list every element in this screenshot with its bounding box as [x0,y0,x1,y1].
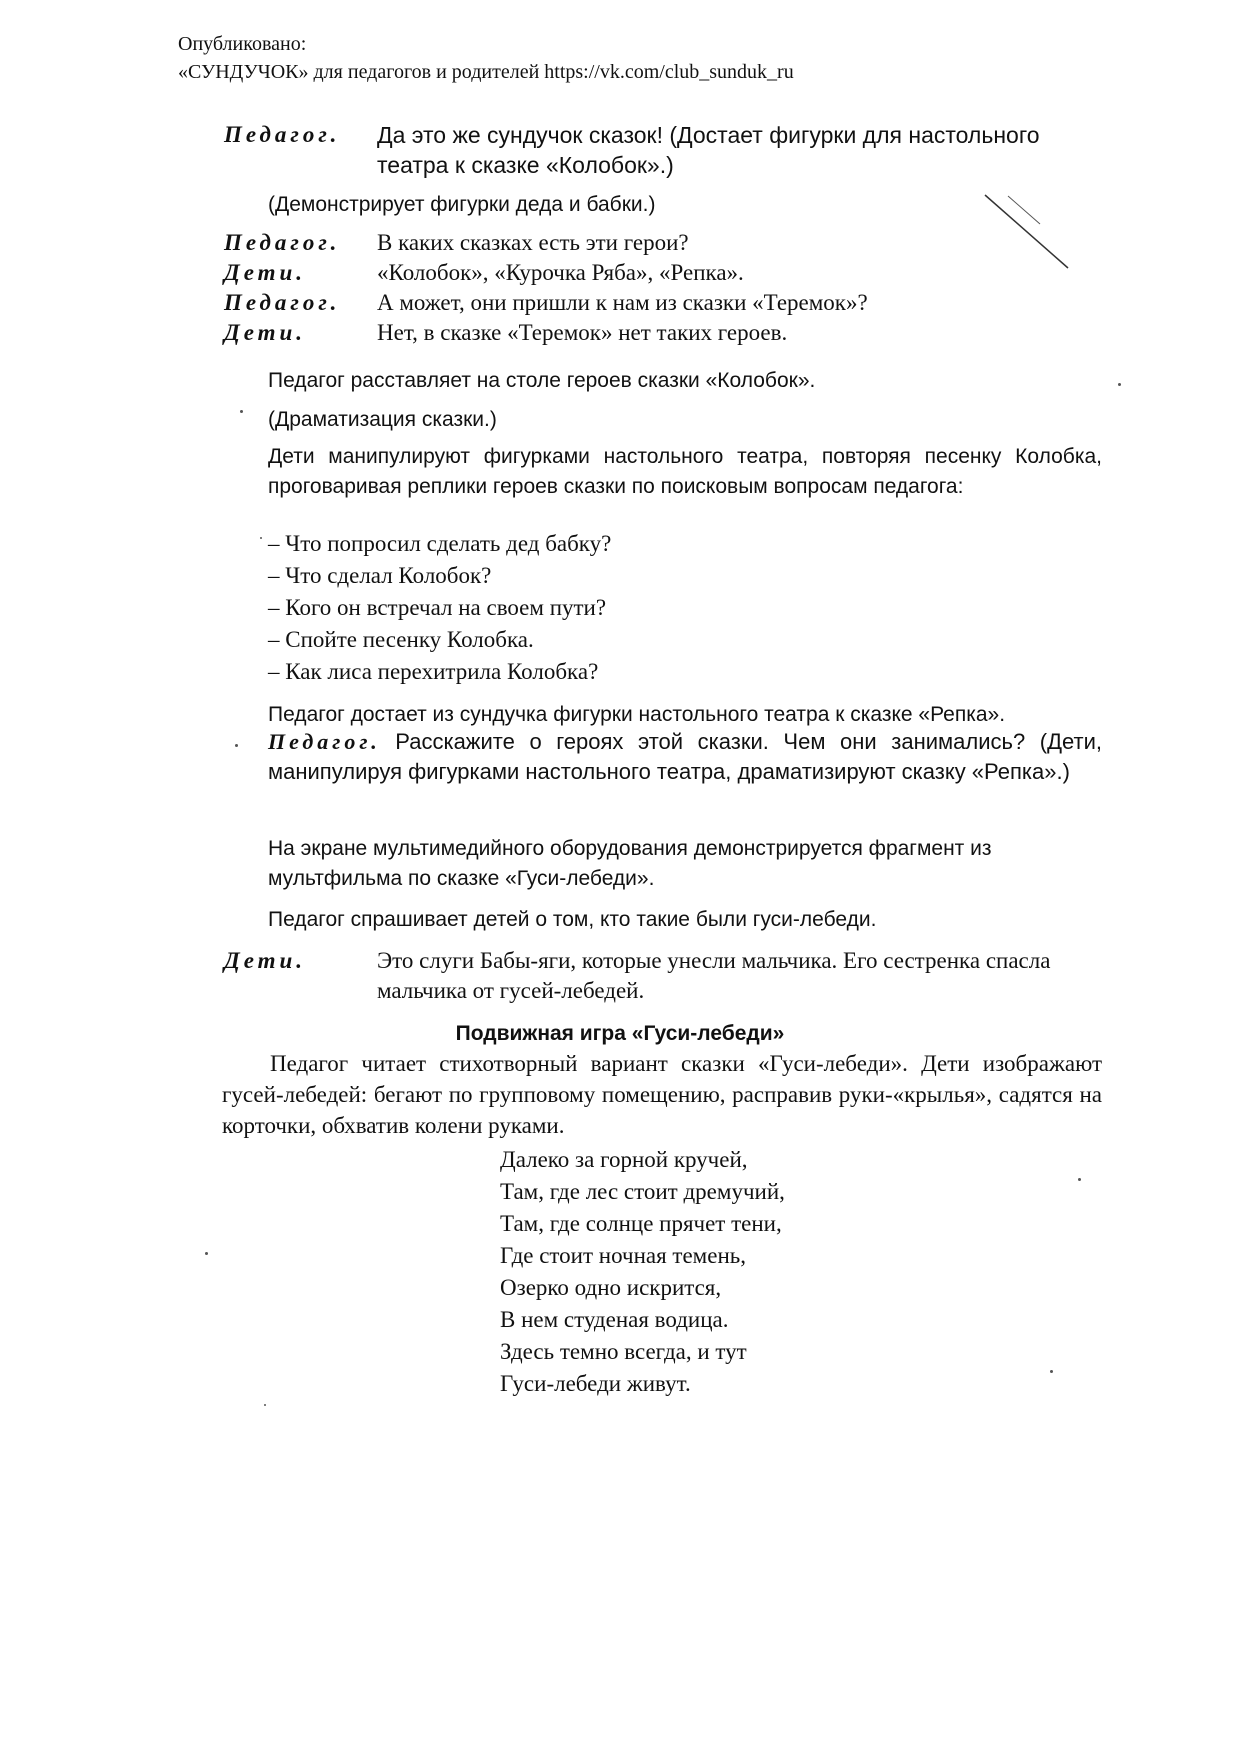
speaker-label: Педагог. [224,122,341,147]
scan-speck [1050,1370,1053,1373]
poem-line: Там, где солнце прячет тени, [500,1211,782,1236]
scan-speck [235,744,238,747]
scan-speck [1078,1178,1081,1181]
speaker-label: Дети. [224,260,307,285]
list-item: – Что попросил сделать дед бабку? [268,531,612,556]
scratch-line [985,195,1068,268]
stage-direction: (Драматизация сказки.) [268,408,497,431]
stage-direction: (Демонстрирует фигурки деда и бабки.) [268,193,656,216]
poem-line: В нем студеная водица. [500,1307,729,1332]
list-item: – Кого он встречал на своем пути? [268,595,607,620]
speaker-label: Дети. [224,320,307,345]
scan-speck [260,537,262,539]
poem-line: Здесь темно всегда, и тут [500,1339,747,1364]
stage-direction: Дети манипулируют фигурками настольного театра, повторяя песенку Колобка, проговаривая реплики героев сказки по поисковым вопросам педагога: [268,445,1102,498]
speech-text: Нет, в сказке «Теремок» нет таких героев. [377,320,788,345]
speech-text: Это слуги Бабы-яги, которые унесли мальчика. Его сестренка спасла мальчика от гусей-лебедей. [377,948,1051,1003]
game-description: Педагог читает стихотворный вариант сказки «Гуси-лебеди». Дети изображают гусей-лебедей: бегают по групповому помещению, расправив руки-«крылья», садятся на корточки, обхватив колени руками. [222,1051,1102,1138]
scan-speck [205,1252,208,1255]
list-item: – Что сделал Колобок? [268,563,492,588]
stage-direction: Педагог спрашивает детей о том, кто такие были гуси-лебеди. [268,908,877,931]
stage-direction: На экране мультимедийного оборудования демонстрируется фрагмент из мультфильма по сказке «Гуси-лебеди». [268,837,992,890]
speech-text: Расскажите о героях этой сказки. Чем они занимались? (Дети, манипулируя фигурками настольного театра, драматизируют сказку «Репка».) [268,729,1102,784]
scan-speck [1118,383,1121,386]
speaker-label: Педагог. [224,290,341,315]
stage-direction: Педагог достает из сундучка фигурки настольного театра к сказке «Репка». [268,703,1006,726]
speech-text: В каких сказках есть эти герои? [377,230,689,255]
speaker-label: Педагог. [268,729,381,754]
poem-line: Озерко одно искрится, [500,1275,722,1300]
header-source-line: «СУНДУЧОК» для педагогов и родителей https://vk.com/club_sunduk_ru [178,61,794,83]
header-published-label: Опубликовано: [178,33,307,55]
list-item: – Спойте песенку Колобка. [268,627,534,652]
poem-line: Там, где лес стоит дремучий, [500,1179,785,1204]
scan-speck [264,1404,266,1406]
section-heading: Подвижная игра «Гуси-лебеди» [455,1022,785,1045]
poem-line: Далеко за горной кручей, [500,1147,748,1172]
speech-text: «Колобок», «Курочка Ряба», «Репка». [377,260,744,285]
poem-line: Где стоит ночная темень, [500,1243,746,1268]
stage-direction: Педагог расставляет на столе героев сказки «Колобок». [268,369,816,392]
speaker-label: Дети. [224,948,307,973]
poem-line: Гуси-лебеди живут. [500,1371,691,1396]
speech-text: Да это же сундучок сказок! (Достает фигурки для настольного театра к сказке «Колобок».) [377,122,1040,178]
speech-text: А может, они пришли к нам из сказки «Теремок»? [377,290,868,315]
speaker-label: Педагог. [224,230,341,255]
scan-speck [240,410,243,413]
list-item: – Как лиса перехитрила Колобка? [268,659,599,684]
